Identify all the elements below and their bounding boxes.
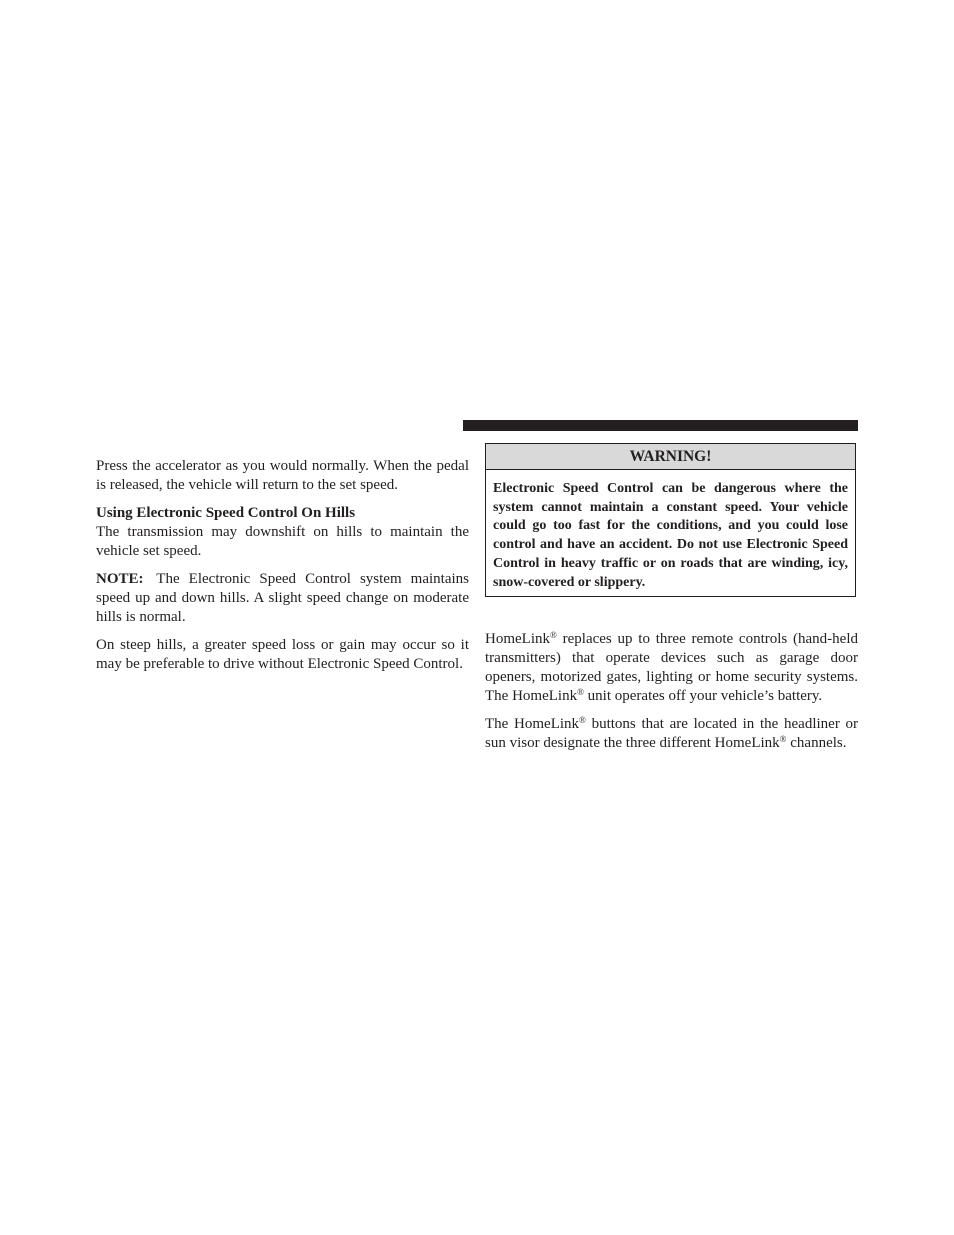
warning-box: [485, 443, 856, 597]
homelink-term: HomeLink: [485, 631, 550, 647]
registered-mark: ®: [550, 630, 557, 640]
buttons-text-c: channels.: [790, 735, 847, 751]
registered-mark: ®: [579, 715, 586, 725]
accelerator-paragraph: Press the accelerator as you would normally. When the pedal is released, the vehicle will return to the set speed.: [96, 458, 469, 493]
homelink-intro-paragraph: [485, 630, 858, 706]
steep-hills-paragraph: On steep hills, a greater speed loss or gain may occur so it may be preferable to drive without Electronic Speed Control.: [96, 637, 469, 672]
homelink-term: HomeLink: [514, 716, 580, 732]
buttons-text-b: buttons that are located in the headliner or sun visor designate the three different: [485, 716, 859, 751]
homelink-battery-text: unit operates off your vehicle’s battery.: [587, 688, 823, 704]
buttons-text-a: The: [485, 716, 509, 732]
right-column: [485, 630, 858, 753]
note-text: The Electronic Speed Control system maintains speed up and down hills. A slight speed change on moderate hills is normal.: [96, 571, 469, 625]
registered-mark: ®: [779, 734, 787, 744]
hills-heading: Using Electronic Speed Control On Hills: [96, 505, 356, 521]
section-rule: [463, 420, 858, 431]
homelink-intro-text: replaces up to three remote controls (hand-held transmitters) that operate devices such as garage door openers, motorized gates, lighting or home security systems. The: [485, 631, 858, 704]
note-paragraph: [96, 570, 469, 627]
warning-body: Electronic Speed Control can be dangerous where the system cannot maintain a constant speed. Your vehicle could go too fast for the conditions, and you could lose control and have an accident. Do not use Electronic Speed Control in heavy traffic or on roads that are winding, icy, snow-covered or slippery.: [493, 481, 848, 590]
downshift-paragraph: The transmission may downshift on hills to maintain the vehicle set speed.: [96, 524, 469, 559]
warning-title: WARNING!: [486, 444, 855, 470]
homelink-term: HomeLink: [714, 735, 780, 751]
left-column: [96, 457, 469, 674]
registered-mark: ®: [577, 687, 584, 697]
homelink-term: HomeLink: [512, 688, 578, 704]
note-label: NOTE:: [96, 571, 144, 587]
homelink-buttons-paragraph: [485, 715, 858, 753]
